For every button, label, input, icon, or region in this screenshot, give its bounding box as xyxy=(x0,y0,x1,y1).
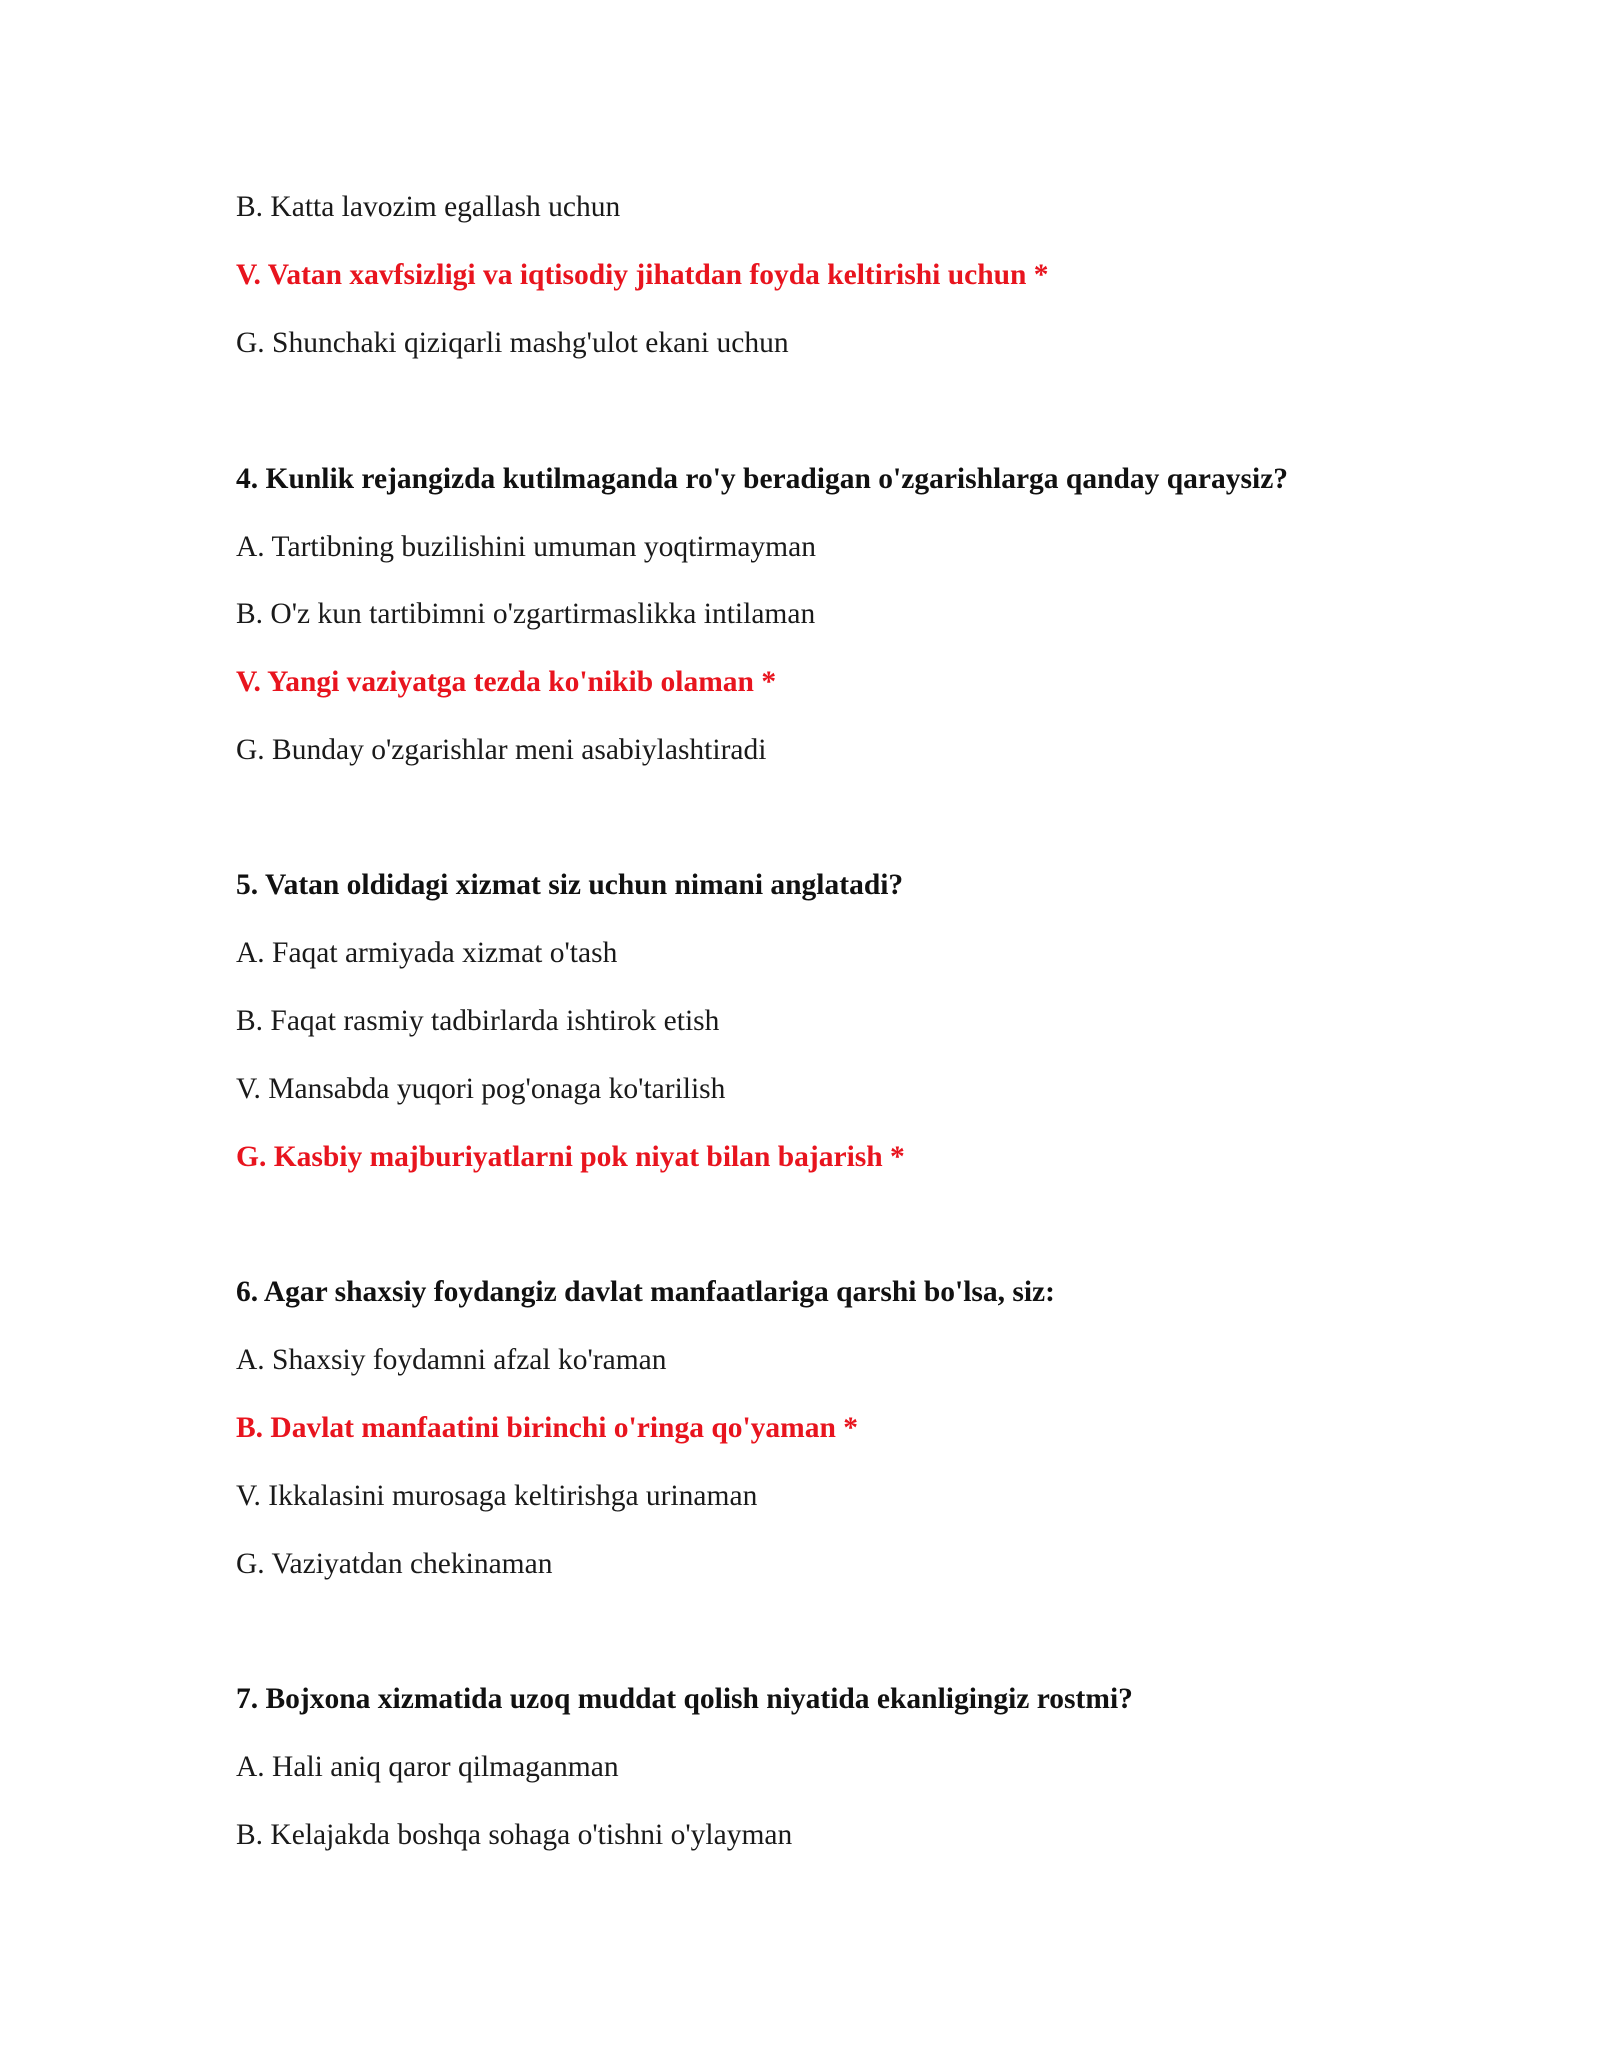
q7-question: 7. Bojxona xizmatida uzoq muddat qolish niyatida ekanligingiz rostmi? xyxy=(236,1683,1133,1715)
q5-option-v: V. Mansabda yuqori pog'onaga ko'tarilish xyxy=(236,1073,726,1105)
q7-option-a: A. Hali aniq qaror qilmaganman xyxy=(236,1751,619,1783)
q6-question: 6. Agar shaxsiy foydangiz davlat manfaatlariga qarshi bo'lsa, siz: xyxy=(236,1276,1055,1308)
q3-option-b: B. Katta lavozim egallash uchun xyxy=(236,191,621,223)
q5-option-g-correct: G. Kasbiy majburiyatlarni pok niyat bilan bajarish * xyxy=(236,1141,905,1173)
q6-option-v: V. Ikkalasini murosaga keltirishga urinaman xyxy=(236,1480,758,1512)
q5-option-a: A. Faqat armiyada xizmat o'tash xyxy=(236,937,618,969)
q4-question: 4. Kunlik rejangizda kutilmaganda ro'y beradigan o'zgarishlarga qanday qaraysiz? xyxy=(236,463,1289,495)
q3-option-v-correct: V. Vatan xavfsizligi va iqtisodiy jihatdan foyda keltirishi uchun * xyxy=(236,259,1049,291)
q6-option-g: G. Vaziyatdan chekinaman xyxy=(236,1548,553,1580)
q4-option-b: B. O'z kun tartibimni o'zgartirmaslikka intilaman xyxy=(236,598,816,630)
q6-option-a: A. Shaxsiy foydamni afzal ko'raman xyxy=(236,1344,667,1376)
q4-option-g: G. Bunday o'zgarishlar meni asabiylashtiradi xyxy=(236,734,767,766)
q5-question: 5. Vatan oldidagi xizmat siz uchun nimani anglatadi? xyxy=(236,869,904,901)
q3-option-g: G. Shunchaki qiziqarli mashg'ulot ekani uchun xyxy=(236,327,789,359)
q5-option-b: B. Faqat rasmiy tadbirlarda ishtirok etish xyxy=(236,1005,720,1037)
q4-option-a: A. Tartibning buzilishini umuman yoqtirmayman xyxy=(236,531,816,563)
q6-option-b-correct: B. Davlat manfaatini birinchi o'ringa qo'yaman * xyxy=(236,1412,859,1444)
q7-option-b: B. Kelajakda boshqa sohaga o'tishni o'ylayman xyxy=(236,1819,793,1851)
q4-option-v-correct: V. Yangi vaziyatga tezda ko'nikib olaman * xyxy=(236,666,777,698)
